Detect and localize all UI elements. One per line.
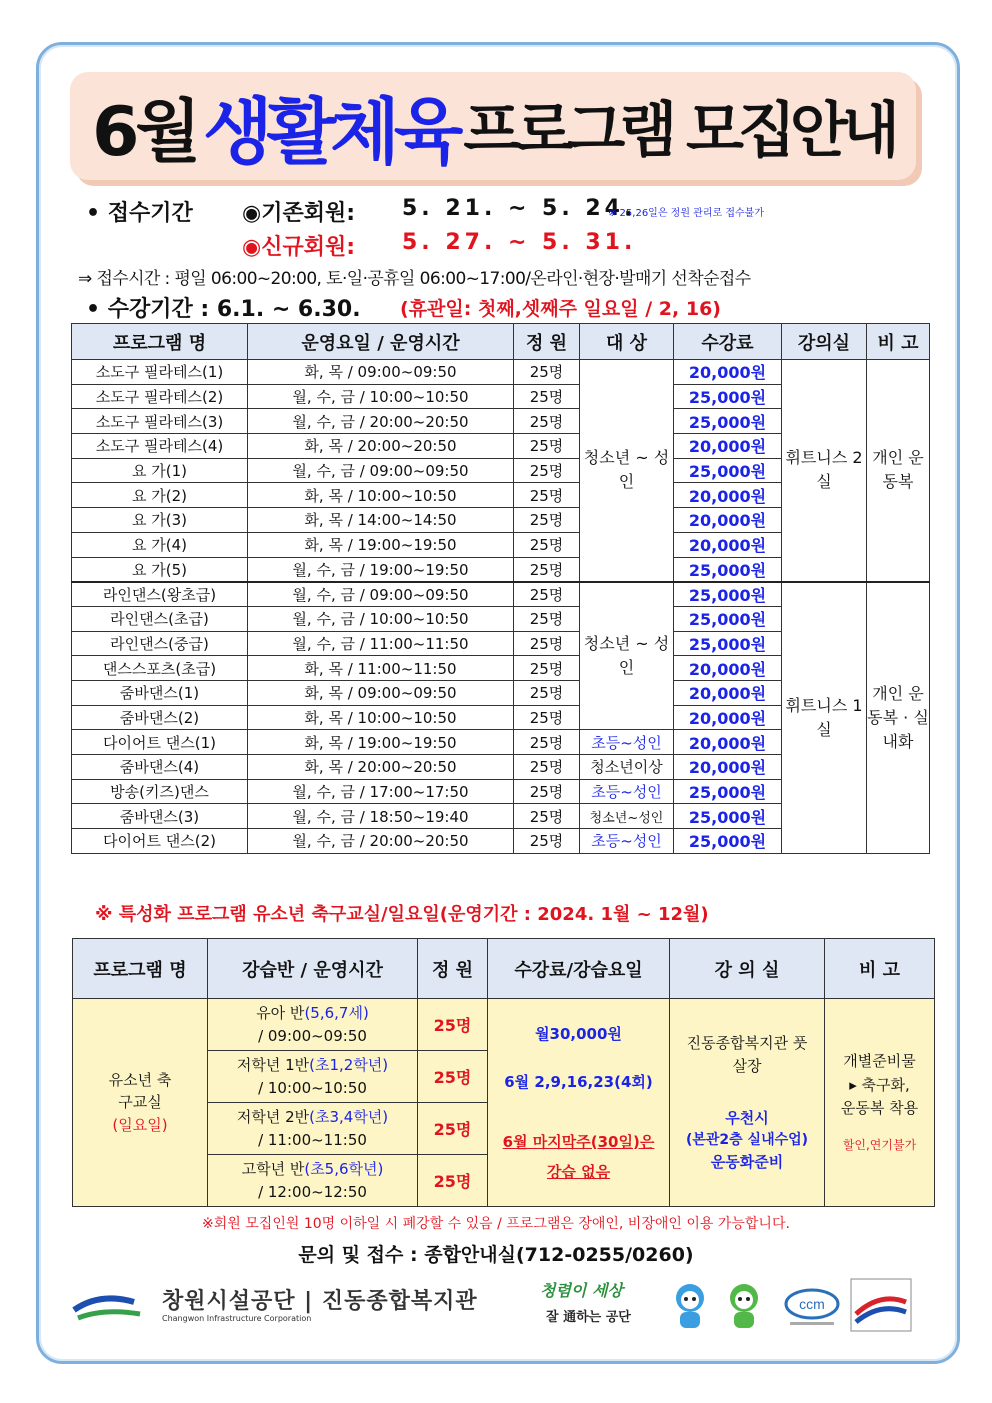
soccer-header-program: 프로그램 명	[73, 939, 208, 999]
program-name-cell: 줌바댄스(1)	[72, 680, 248, 705]
table-row	[72, 582, 930, 607]
fee-cell: 20,000원	[674, 508, 782, 533]
capacity-cell: 25명	[514, 804, 580, 829]
fee-cell: 25,000원	[674, 606, 782, 631]
existing-note: ※ 25,26일은 정원 관리로 접수불가	[608, 208, 764, 219]
header-target: 대 상	[580, 324, 674, 360]
fee-cell: 20,000원	[674, 730, 782, 755]
fee-monthly: 월30,000원	[535, 1024, 622, 1043]
soccer-header-note: 비 고	[825, 939, 935, 999]
program-name-cell: 요 가(1)	[72, 458, 248, 483]
header-fee: 수강료	[674, 324, 782, 360]
mascot-blue-icon	[668, 1280, 712, 1332]
program-name-cell: 방송(키즈)댄스	[72, 779, 248, 804]
capacity-cell: 25명	[514, 755, 580, 780]
header-note: 비 고	[867, 324, 930, 360]
class-name: 저학년 2반	[236, 1108, 310, 1126]
class-time: / 11:00~11:50	[258, 1130, 367, 1149]
program-name-cell: 요 가(2)	[72, 483, 248, 508]
fee-note-2: 강습 없음	[546, 1162, 611, 1181]
corp-name-en: Changwon Infrastructure Corporation	[162, 1314, 312, 1323]
target-cell: 초등~성인	[580, 730, 674, 755]
schedule-cell: 화, 목 / 10:00~10:50	[248, 705, 514, 730]
schedule-cell: 월, 수, 금 / 18:50~19:40	[248, 804, 514, 829]
program-name-cell: 요 가(5)	[72, 557, 248, 582]
remark-3: 운동복 착용	[840, 1098, 919, 1117]
program-table	[71, 323, 930, 854]
schedule-cell: 화, 목 / 09:00~09:50	[248, 680, 514, 705]
schedule-cell: 월, 수, 금 / 20:00~20:50	[248, 409, 514, 434]
holiday-info: (휴관일: 첫째,셋째주 일요일 / 2, 16)	[400, 298, 721, 320]
schedule-cell: 월, 수, 금 / 11:00~11:50	[248, 631, 514, 656]
schedule-cell: 월, 수, 금 / 19:00~19:50	[248, 557, 514, 582]
soccer-header-room: 강 의 실	[670, 939, 825, 999]
capacity-cell: 25명	[514, 434, 580, 459]
program-name-cell: 라인댄스(왕초급)	[72, 582, 248, 607]
mascot-green-icon	[722, 1280, 766, 1332]
slogan-sub: 잘 通하는 공단	[546, 1310, 631, 1325]
capacity-cell: 25명	[514, 384, 580, 409]
target-cell: 청소년이상	[580, 755, 674, 780]
soccer-row	[73, 999, 935, 1051]
target-cell: 청소년 ~ 성인	[580, 582, 674, 730]
program-name-cell: 줌바댄스(2)	[72, 705, 248, 730]
reception-hours: ⇒ 접수시간 : 평일 06:00~20:00, 토·일·공휴일 06:00~17:00/온라인·현장·발매기 선착순접수	[78, 269, 751, 289]
corp-name: 창원시설공단 | 진동종합복지관	[162, 1289, 478, 1314]
program-name-cell: 줌바댄스(4)	[72, 755, 248, 780]
soccer-program-name: 유소년 축구교실	[108, 1070, 172, 1112]
fee-cell: 20,000원	[674, 360, 782, 385]
course-period: • 수강기간 : 6.1. ~ 6.30.	[86, 297, 361, 322]
class-name: 고학년 반	[241, 1160, 305, 1178]
program-name-cell: 다이어트 댄스(2)	[72, 829, 248, 854]
schedule-cell: 월, 수, 금 / 20:00~20:50	[248, 829, 514, 854]
class-capacity: 25명	[418, 1051, 488, 1103]
soccer-class-cell	[208, 1155, 418, 1207]
schedule-cell: 화, 목 / 09:00~09:50	[248, 360, 514, 385]
class-time: / 10:00~10:50	[258, 1078, 367, 1097]
capacity-cell: 25명	[514, 656, 580, 681]
program-name-cell: 댄스스포츠(초급)	[72, 656, 248, 681]
class-time: / 12:00~12:50	[258, 1182, 367, 1201]
schedule-cell: 월, 수, 금 / 17:00~17:50	[248, 779, 514, 804]
reception-label: • 접수기간	[86, 201, 193, 226]
program-name-cell: 소도구 필라테스(1)	[72, 360, 248, 385]
class-ages: (5,6,7세)	[304, 1004, 369, 1022]
capacity-cell: 25명	[514, 606, 580, 631]
schedule-cell: 월, 수, 금 / 09:00~09:50	[248, 458, 514, 483]
capacity-cell: 25명	[514, 458, 580, 483]
soccer-remark-cell	[825, 999, 935, 1207]
header-room: 강의실	[782, 324, 867, 360]
corp-logo-icon	[70, 1288, 146, 1328]
fee-cell: 20,000원	[674, 680, 782, 705]
soccer-program-day: (일요일)	[112, 1115, 168, 1134]
remark-4: 할인,연기불가	[842, 1138, 917, 1153]
title-rest: 프로그램 모집안내	[463, 96, 894, 166]
class-capacity: 25명	[418, 1155, 488, 1207]
fee-cell: 20,000원	[674, 483, 782, 508]
schedule-cell: 월, 수, 금 / 10:00~10:50	[248, 384, 514, 409]
capacity-cell: 25명	[514, 557, 580, 582]
title-highlight: 생활체육	[203, 90, 458, 174]
room-rain-1: 우천시	[725, 1109, 769, 1127]
fee-days: 6월 2,9,16,23(4회)	[504, 1072, 653, 1091]
program-name-cell: 요 가(4)	[72, 532, 248, 557]
target-cell: 초등~성인	[580, 829, 674, 854]
capacity-cell: 25명	[514, 409, 580, 434]
program-name-cell: 라인댄스(초급)	[72, 606, 248, 631]
soccer-class-cell	[208, 1103, 418, 1155]
soccer-header-class: 강습반 / 운영시간	[208, 939, 418, 999]
fee-cell: 20,000원	[674, 705, 782, 730]
new-member-period: 5. 27. ~ 5. 31.	[402, 230, 637, 255]
note-cell: 개인 운동복	[867, 360, 930, 582]
schedule-cell: 월, 수, 금 / 10:00~10:50	[248, 606, 514, 631]
program-name-cell: 소도구 필라테스(4)	[72, 434, 248, 459]
schedule-cell: 화, 목 / 14:00~14:50	[248, 508, 514, 533]
fee-cell: 25,000원	[674, 779, 782, 804]
capacity-cell: 25명	[514, 680, 580, 705]
schedule-cell: 화, 목 / 19:00~19:50	[248, 730, 514, 755]
target-cell: 초등~성인	[580, 779, 674, 804]
remark-2: ▸ 축구화,	[849, 1075, 910, 1094]
room-main: 진동종합복지관 풋살장	[686, 1034, 808, 1075]
capacity-cell: 25명	[514, 705, 580, 730]
soccer-header-row	[73, 939, 935, 999]
soccer-room-cell	[670, 999, 825, 1207]
capacity-cell: 25명	[514, 779, 580, 804]
schedule-cell: 화, 목 / 19:00~19:50	[248, 532, 514, 557]
program-name-cell: 소도구 필라테스(3)	[72, 409, 248, 434]
capacity-cell: 25명	[514, 483, 580, 508]
program-name-cell: 다이어트 댄스(1)	[72, 730, 248, 755]
closure-notice: ※회원 모집인원 10명 이하일 시 폐강할 수 있음 / 프로그램은 장애인, 비장애인 이용 가능합니다.	[202, 1216, 790, 1232]
fee-cell: 25,000원	[674, 557, 782, 582]
capacity-cell: 25명	[514, 631, 580, 656]
capacity-cell: 25명	[514, 582, 580, 607]
room-cell: 휘트니스 2실	[782, 360, 867, 582]
fee-cell: 25,000원	[674, 409, 782, 434]
existing-period: 5. 21. ~ 5. 24.	[402, 196, 637, 221]
soccer-header-fee: 수강료/강습요일	[488, 939, 670, 999]
class-capacity: 25명	[418, 999, 488, 1051]
capacity-cell: 25명	[514, 508, 580, 533]
fee-cell: 20,000원	[674, 434, 782, 459]
class-name: 저학년 1반	[236, 1056, 310, 1074]
target-cell: 청소년 ~ 성인	[580, 360, 674, 582]
capacity-cell: 25명	[514, 730, 580, 755]
header-schedule: 운영요일 / 운영시간	[248, 324, 514, 360]
schedule-cell: 화, 목 / 20:00~20:50	[248, 755, 514, 780]
table-row	[72, 360, 930, 385]
fee-cell: 25,000원	[674, 458, 782, 483]
award-logo-icon	[850, 1278, 912, 1332]
note-cell: 개인 운동복 · 실내화	[867, 582, 930, 854]
schedule-cell: 월, 수, 금 / 09:00~09:50	[248, 582, 514, 607]
room-rain-2: (본관2층 실내수업)	[685, 1131, 809, 1148]
capacity-cell: 25명	[514, 532, 580, 557]
title-banner	[70, 72, 916, 180]
fee-note-1: 6월 마지막주(30일)은	[502, 1132, 655, 1151]
header-program: 프로그램 명	[72, 324, 248, 360]
class-capacity: 25명	[418, 1103, 488, 1155]
schedule-cell: 화, 목 / 20:00~20:50	[248, 434, 514, 459]
fee-cell: 25,000원	[674, 829, 782, 854]
fee-cell: 25,000원	[674, 631, 782, 656]
fee-cell: 20,000원	[674, 755, 782, 780]
soccer-class-cell	[208, 999, 418, 1051]
ccm-logo-icon	[782, 1286, 842, 1330]
slogan-main: 청렴이 세상	[540, 1281, 623, 1300]
fee-cell: 20,000원	[674, 532, 782, 557]
soccer-header-capacity: 정 원	[418, 939, 488, 999]
soccer-table	[72, 938, 935, 1207]
fee-cell: 25,000원	[674, 582, 782, 607]
class-ages: (초1,2학년)	[309, 1056, 389, 1074]
special-program-title: ※ 특성화 프로그램 유소년 축구교실/일요일(운영기간 : 2024. 1월 ~ 12월)	[95, 904, 709, 925]
class-time: / 09:00~09:50	[258, 1026, 367, 1045]
program-name-cell: 소도구 필라테스(2)	[72, 384, 248, 409]
fee-cell: 20,000원	[674, 656, 782, 681]
new-member-label: ◉신규회원:	[242, 235, 356, 260]
remark-1: 개별준비물	[843, 1052, 916, 1071]
fee-cell: 25,000원	[674, 384, 782, 409]
program-name-cell: 요 가(3)	[72, 508, 248, 533]
fee-cell: 25,000원	[674, 804, 782, 829]
footer	[70, 1276, 940, 1336]
program-name-cell: 줌바댄스(3)	[72, 804, 248, 829]
schedule-cell: 화, 목 / 10:00~10:50	[248, 483, 514, 508]
svg-text:ccm: ccm	[799, 1296, 825, 1312]
target-cell: 청소년~성인	[580, 804, 674, 829]
program-name-cell: 라인댄스(중급)	[72, 631, 248, 656]
title-month: 6월	[92, 92, 198, 172]
class-ages: (초3,4학년)	[309, 1108, 389, 1126]
soccer-fee-cell	[488, 999, 670, 1207]
class-name: 유아 반	[256, 1004, 305, 1022]
table-header-row	[72, 324, 930, 360]
schedule-cell: 화, 목 / 11:00~11:50	[248, 656, 514, 681]
soccer-class-cell	[208, 1051, 418, 1103]
soccer-program-cell	[73, 999, 208, 1207]
room-rain-3: 운동화준비	[710, 1152, 784, 1171]
class-ages: (초5,6학년)	[304, 1160, 384, 1178]
header-capacity: 정 원	[514, 324, 580, 360]
existing-label: ◉기존회원:	[242, 201, 356, 226]
contact-info: 문의 및 접수 : 종합안내실(712-0255/0260)	[298, 1244, 694, 1266]
room-cell: 휘트니스 1실	[782, 582, 867, 854]
capacity-cell: 25명	[514, 360, 580, 385]
capacity-cell: 25명	[514, 829, 580, 854]
